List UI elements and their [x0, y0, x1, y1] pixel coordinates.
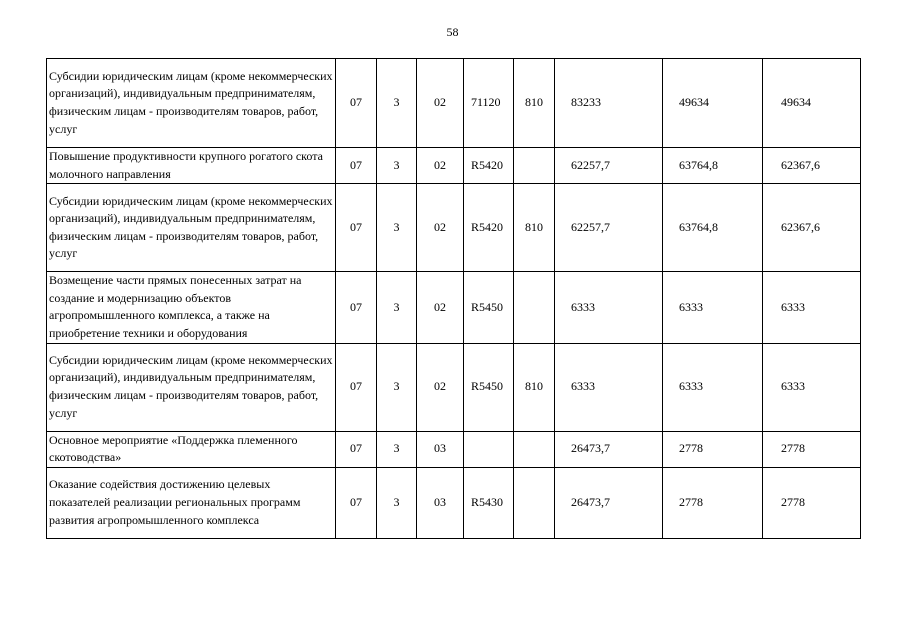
program-code: 3 — [377, 431, 417, 467]
subprogram-code: 02 — [417, 343, 464, 431]
target-article-code: R5450 — [464, 343, 514, 431]
amount-year-3: 2778 — [763, 467, 861, 538]
amount-year-2: 2778 — [663, 431, 763, 467]
subprogram-code: 02 — [417, 272, 464, 343]
row-name: Оказание содействия достижению целевых показателей реализации региональных программ развития агропромышленного комплекса — [47, 467, 336, 538]
program-code: 3 — [377, 148, 417, 184]
expense-type-code — [514, 431, 555, 467]
amount-year-3: 2778 — [763, 431, 861, 467]
expense-type-code — [514, 148, 555, 184]
section-code: 07 — [336, 59, 377, 148]
subprogram-code: 03 — [417, 431, 464, 467]
budget-table — [46, 58, 861, 539]
amount-year-3: 6333 — [763, 343, 861, 431]
amount-year-2: 6333 — [663, 343, 763, 431]
program-code: 3 — [377, 467, 417, 538]
table-row — [47, 343, 861, 431]
amount-year-1: 6333 — [555, 272, 663, 343]
amount-year-1: 62257,7 — [555, 148, 663, 184]
section-code: 07 — [336, 272, 377, 343]
amount-year-2: 2778 — [663, 467, 763, 538]
row-name: Основное мероприятие «Поддержка племенного скотоводства» — [47, 431, 336, 467]
section-code: 07 — [336, 184, 377, 272]
amount-year-3: 62367,6 — [763, 148, 861, 184]
amount-year-2: 49634 — [663, 59, 763, 148]
target-article-code — [464, 431, 514, 467]
amount-year-3: 49634 — [763, 59, 861, 148]
amount-year-1: 83233 — [555, 59, 663, 148]
expense-type-code — [514, 272, 555, 343]
subprogram-code: 03 — [417, 467, 464, 538]
amount-year-1: 62257,7 — [555, 184, 663, 272]
table-row — [47, 59, 861, 148]
expense-type-code: 810 — [514, 59, 555, 148]
target-article-code: R5420 — [464, 184, 514, 272]
amount-year-1: 6333 — [555, 343, 663, 431]
program-code: 3 — [377, 59, 417, 148]
page-number: 58 — [446, 25, 459, 39]
amount-year-2: 6333 — [663, 272, 763, 343]
target-article-code: R5420 — [464, 148, 514, 184]
section-code: 07 — [336, 148, 377, 184]
row-name: Субсидии юридическим лицам (кроме некоммерческих организаций), индивидуальным предпринимателям, физическим лицам - производителям товаров, работ, услуг — [47, 59, 336, 148]
amount-year-2: 63764,8 — [663, 184, 763, 272]
row-name: Возмещение части прямых понесенных затрат на создание и модернизацию объектов агропромышленного комплекса, а также на приобретение техники и оборудования — [47, 272, 336, 343]
program-code: 3 — [377, 272, 417, 343]
target-article-code: R5450 — [464, 272, 514, 343]
program-code: 3 — [377, 184, 417, 272]
expense-type-code — [514, 467, 555, 538]
amount-year-3: 6333 — [763, 272, 861, 343]
amount-year-3: 62367,6 — [763, 184, 861, 272]
target-article-code: 71120 — [464, 59, 514, 148]
amount-year-2: 63764,8 — [663, 148, 763, 184]
program-code: 3 — [377, 343, 417, 431]
table-row — [47, 148, 861, 184]
table-row — [47, 272, 861, 343]
expense-type-code: 810 — [514, 343, 555, 431]
section-code: 07 — [336, 467, 377, 538]
amount-year-1: 26473,7 — [555, 431, 663, 467]
target-article-code: R5430 — [464, 467, 514, 538]
section-code: 07 — [336, 431, 377, 467]
table-row — [47, 467, 861, 538]
amount-year-1: 26473,7 — [555, 467, 663, 538]
subprogram-code: 02 — [417, 184, 464, 272]
subprogram-code: 02 — [417, 148, 464, 184]
row-name: Субсидии юридическим лицам (кроме некоммерческих организаций), индивидуальным предпринимателям, физическим лицам - производителям товаров, работ, услуг — [47, 343, 336, 431]
row-name: Повышение продуктивности крупного рогатого скота молочного направления — [47, 148, 336, 184]
subprogram-code: 02 — [417, 59, 464, 148]
table-row — [47, 431, 861, 467]
section-code: 07 — [336, 343, 377, 431]
expense-type-code: 810 — [514, 184, 555, 272]
row-name: Субсидии юридическим лицам (кроме некоммерческих организаций), индивидуальным предпринимателям, физическим лицам - производителям товаров, работ, услуг — [47, 184, 336, 272]
table-row — [47, 184, 861, 272]
